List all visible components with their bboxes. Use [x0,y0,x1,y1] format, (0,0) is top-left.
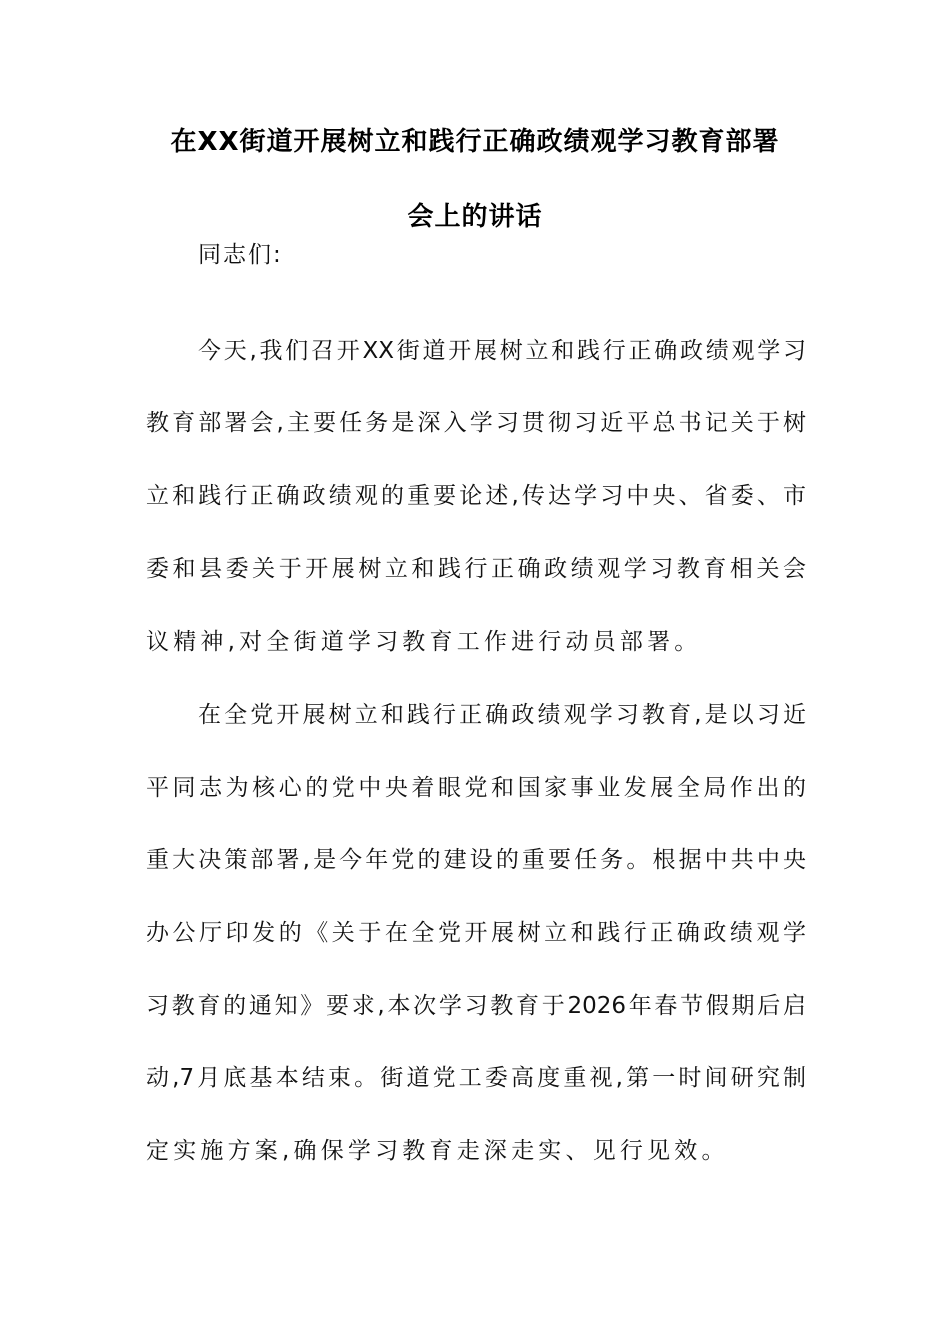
paragraph-2-line-5: 习教育的通知》要求,本次学习教育于2026年春节假期后启 [146,993,806,1019]
paragraph-2-line-7: 定实施方案,确保学习教育走深走实、见行见效。 [146,1138,729,1164]
document-title-line-2: 会上的讲话 [407,202,543,232]
paragraph-1-line-1: 今天,我们召开XX街道开展树立和践行正确政绩观学习 [198,338,806,364]
paragraph-2-line-2: 平同志为核心的党中央着眼党和国家事业发展全局作出的 [146,775,806,801]
document-title-line-1: 在XX街道开展树立和践行正确政绩观学习教育部署 [170,127,780,157]
paragraph-2-line-4: 办公厅印发的《关于在全党开展树立和践行正确政绩观学 [146,920,806,946]
paragraph-2-line-3: 重大决策部署,是今年党的建设的重要任务。根据中共中央 [146,847,806,873]
paragraph-1-line-2: 教育部署会,主要任务是深入学习贯彻习近平总书记关于树 [146,410,806,436]
paragraph-2-line-1: 在全党开展树立和践行正确政绩观学习教育,是以习近 [198,702,806,728]
paragraph-2-line-6: 动,7月底基本结束。街道党工委高度重视,第一时间研究制 [146,1065,806,1091]
paragraph-1-line-3: 立和践行正确政绩观的重要论述,传达学习中央、省委、市 [146,483,806,509]
paragraph-1-line-5: 议精神,对全街道学习教育工作进行动员部署。 [146,629,702,655]
paragraph-1-line-4: 委和县委关于开展树立和践行正确政绩观学习教育相关会 [146,556,806,582]
salutation: 同志们: [198,242,283,268]
